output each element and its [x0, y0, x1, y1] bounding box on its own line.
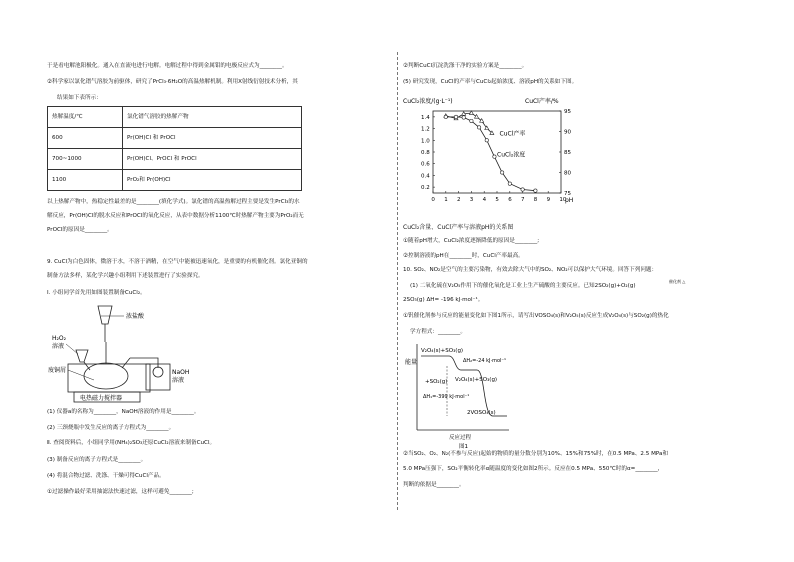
y-left-axis-title: CuCl₂浓度/(g·L⁻¹)	[403, 98, 453, 105]
text-line: ①钒催化剂参与反应的能量变化如下图1所示，请写出VOSO₄(s)和V₂O₅(s)反应生成V₂O₄(s)与SO₂(g)的热化	[403, 313, 669, 319]
text-line: ①过滤操作最好采用抽滤法快速过滤，这样可避免________;	[47, 489, 194, 495]
label-naoh: NaOH	[172, 369, 190, 376]
label-stirrer: 电热磁力搅拌器	[80, 395, 123, 402]
column-divider	[397, 52, 398, 510]
x-tick-label: 1	[444, 197, 448, 203]
text-line: 于是看电解池阳极化。通入在直流电进行电解。电解过程中得到金属钼的电极反应式为________。	[47, 63, 288, 69]
table-row	[48, 149, 302, 170]
data-point-conc	[462, 116, 465, 119]
x-axis-title: pH	[565, 197, 574, 204]
text-line: (4) 将混合物过滤、洗涤、干燥可得CuCl产品。	[47, 473, 165, 479]
data-point-conc	[444, 115, 447, 118]
data-point-conc	[534, 189, 537, 192]
text-line: ②当SO₂、O₂、N₂(不参与反应)起始的物质的量分数分别为10%、15%和75%时，在0.5 MPa、2.5 MPa和	[403, 451, 669, 457]
annotation-conc: CuCl₂浓度	[497, 151, 526, 159]
data-point-conc	[521, 188, 524, 191]
label-naoh-solution: 溶液	[172, 377, 185, 384]
y-right-tick-label: 95	[564, 109, 571, 115]
figure-1-label: 图1	[459, 444, 468, 450]
label-h2o2: H₂O₂	[52, 335, 67, 342]
text-line: (5) 研究发现，CuCl的产率与CuCl₂起始浓度、溶液pH的关系如下图。	[403, 79, 578, 85]
x-tick-label: 10	[559, 197, 567, 203]
data-point-yield	[475, 115, 479, 119]
apparatus-figure	[46, 298, 196, 404]
table-header-cell: 热解温度/℃	[48, 107, 123, 128]
data-point-conc	[477, 126, 480, 129]
y-right-tick-label: 85	[564, 150, 571, 156]
series-line-triangle	[446, 113, 492, 133]
text-line: 判断的依据是________。	[403, 482, 465, 488]
table-cell: 700~1000	[48, 149, 123, 170]
x-tick-label: 9	[546, 197, 551, 203]
x-tick-label: 3	[469, 197, 474, 203]
pyrolysis-table	[47, 106, 302, 191]
text-line: ②判断CuCl沉淀洗涤干净的实验方案是________。	[403, 63, 528, 69]
text-line: 2SO₃(g) ΔH= -196 kJ·mol⁻¹。	[403, 297, 484, 303]
y-left-tick-label: 1.2	[421, 126, 430, 133]
table-header-cell: 氯化镨气溶胶的热解产物	[123, 107, 302, 128]
x-tick-label: 6	[508, 197, 512, 203]
text-line: 制备方法多样，某化学兴趣小组利用下述装置进行了实验探究。	[47, 273, 204, 279]
level-bottom: 2VOSO₄(s)	[467, 410, 496, 416]
x-tick-label: 7	[521, 197, 525, 203]
text-line: Ⅱ. 查阅资料后，小组同学用(NH₄)₂SO₃还原CuCl₂溶液来制备CuCl。	[47, 440, 216, 446]
text-line: ①随着pH增大，CuCl₂浓度逐渐降低的原因是________;	[403, 238, 540, 244]
data-point-conc	[508, 182, 511, 185]
text-line: ②科学家以氯化镨气溶胶为前驱体，研究了PrCl₃·6H₂O的高温热解机制。利用X射线衍射技术分析，其	[47, 79, 298, 85]
table-cell: Pr(OH)Cl、PrOCl 和 PrOCl	[123, 149, 302, 170]
text-line: PrOCl的原因是________。	[47, 227, 113, 233]
text-line: 解反应，Pr(OH)Cl的脱水反应和PrOCl的氧化反应，从表中数据分析1100℃时热解产物主要为PrO₂而无	[47, 213, 304, 219]
text-line: (3) 制备反应的离子方程式是________。	[47, 457, 147, 463]
question-10: 10. SO₂、NO₂是空气的主要污染物，有效去除大气中的SO₂、NO₂可以保护大气环境。回答下列问题：	[403, 267, 658, 273]
x-tick-label: 0	[431, 197, 435, 203]
y-right-tick-label: 80	[564, 170, 571, 177]
y-left-tick-label: 0.2	[421, 185, 430, 192]
table-row	[48, 170, 302, 191]
y-right-tick-label: 75	[564, 191, 571, 197]
text-line: Ⅰ. 小组同学首先用如图装置制备CuCl₂。	[47, 290, 146, 296]
y-right-tick-label: 90	[564, 129, 571, 136]
delta-h2-label: ΔH₂=-24 kJ·mol⁻¹	[463, 358, 507, 364]
table-cell: PrO₂和 Pr(OH)Cl	[123, 170, 302, 191]
y-left-tick-label: 0.6	[421, 161, 430, 168]
energy-axis-label: 能量	[405, 359, 418, 366]
chart-caption: CuCl₂含量、CuCl产率与溶液pH的关系图	[403, 224, 514, 231]
table-row	[48, 128, 302, 149]
y-left-tick-label: 0.8	[421, 150, 430, 156]
text-line: (1) 二氧化硫在V₂O₅作用下的催化氧化是工业上生产硫酸的主要反应。已知2SO₂(g)+O₂(g)	[410, 283, 636, 289]
x-tick-label: 5	[495, 197, 499, 203]
level-left-label: +SO₂(g)	[425, 379, 448, 385]
y-right-axis-title: CuCl产率/%	[525, 98, 559, 105]
y-left-tick-label: 1.4	[421, 114, 430, 121]
x-tick-label: 2	[457, 197, 461, 203]
label-solution: 溶液	[52, 343, 65, 350]
data-point-yield	[480, 119, 484, 123]
text-line: 5.0 MPa压强下，SO₂平衡转化率α随温度的变化如图2所示。反应在0.5 MPa、550℃时的α=________，	[403, 466, 664, 472]
text-line: ②控制溶液的pH在________时，CuCl产率最高。	[403, 253, 524, 259]
data-point-conc	[454, 115, 457, 118]
table-cell: 600	[48, 128, 123, 149]
x-tick-label: 8	[533, 197, 538, 203]
table-cell: 1100	[48, 170, 123, 191]
cucl-ph-chart	[403, 93, 603, 225]
reaction-axis-label: 反应过程	[449, 435, 472, 441]
text-line: (1) 仪器a的名称为________，NaOH溶液的作用是________。	[47, 409, 200, 415]
delta-h1-label: ΔH₁=-399 kJ·mol⁻¹	[423, 394, 470, 400]
annotation-yield: CuCl产率	[499, 130, 526, 138]
y-left-tick-label: 0.4	[421, 173, 430, 180]
data-point-conc	[493, 155, 496, 158]
data-point-conc	[470, 119, 473, 122]
label-conc-hcl: 浓盐酸	[126, 313, 145, 320]
x-tick-label: 4	[482, 197, 487, 203]
level-top: V₂O₄(s)+SO₃(g)	[421, 348, 464, 354]
text-line: 学方程式：________。	[410, 329, 466, 335]
table-cell: Pr(OH)Cl 和 PrOCl	[123, 128, 302, 149]
table-row	[48, 107, 302, 128]
text-line: 结果如下表所示：	[57, 95, 102, 101]
data-point-conc	[500, 171, 503, 174]
label-scrap-copper: 废铜屑	[48, 367, 67, 374]
energy-diagram	[403, 340, 513, 452]
level-mid: V₂O₄(s)+SO₃(g)	[455, 377, 498, 383]
y-left-tick-label: 1.0	[421, 138, 430, 145]
text-line: 以上热解产物中，热稳定性最差的是________(填化学式)。氯化镨的高温热解过程主要是发生PrCl₃的水	[47, 199, 300, 205]
catalyst-condition: 催化剂 △	[669, 279, 686, 284]
text-line: (2) 三颈烧瓶中发生反应的离子方程式为________。	[47, 425, 175, 431]
question-9: 9. CuCl为白色固体，微溶于水，不溶于酒精，在空气中能被迅速氧化，是重要的有机催化剂。氯化亚铜的	[47, 259, 308, 265]
data-point-conc	[485, 139, 488, 142]
